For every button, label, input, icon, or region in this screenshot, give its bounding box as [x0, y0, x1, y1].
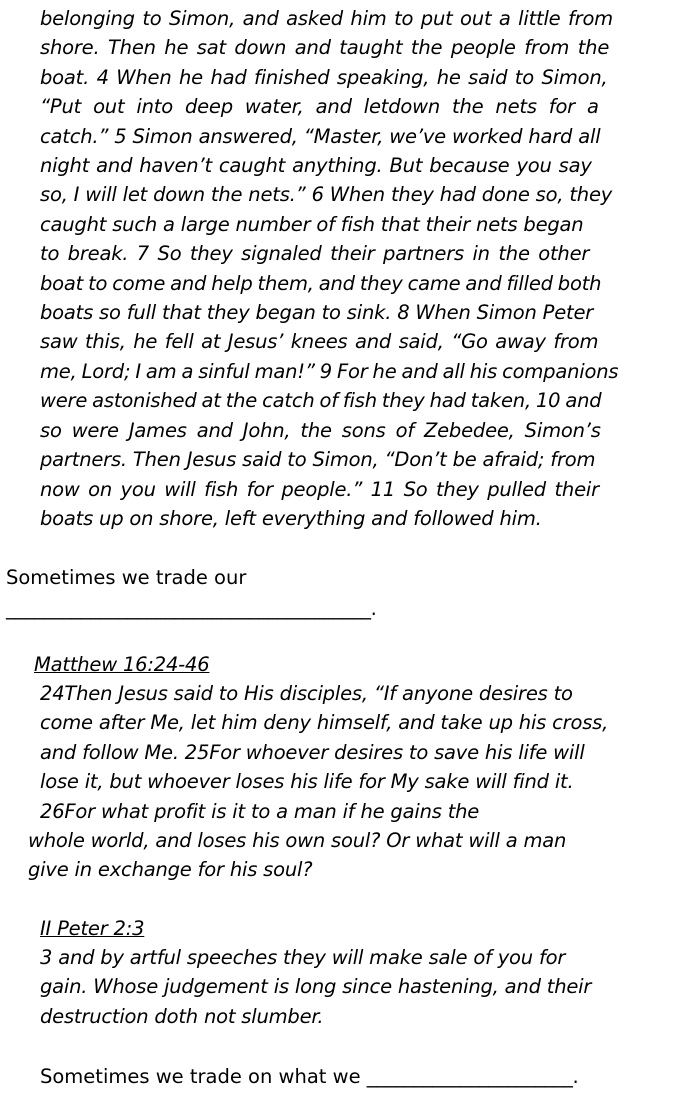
passage-line: belonging to Simon, and asked him to put out a little from [40, 7, 613, 30]
fill-in-prompt-text: Sometimes we trade on what we [40, 1065, 361, 1088]
passage-line: so were James and John, the sons of Zebedee, Simon’s [40, 418, 601, 442]
passage-line: boat to come and help them, and they came and filled both [40, 271, 602, 295]
passage-line: boats up on shore, left everything and followed him. [40, 506, 542, 530]
passage-line: caught such a large number of fish that their nets began [40, 212, 584, 236]
passage-line: partners. Then Jesus said to Simon, “Don’t be afraid; from [40, 448, 596, 472]
passage-line: gain. Whose judgement is long since hastening, and their [40, 975, 592, 999]
passage-line: were astonished at the catch of fish they had taken, 10 and [40, 389, 602, 413]
fill-in-blank[interactable]: _______________________________________. [6, 597, 377, 620]
passage-line: shore. Then he sat down and taught the people from the [40, 36, 610, 60]
passage-line: lose it, but whoever loses his life for My sake will find it. [40, 770, 574, 794]
passage-line: 24Then Jesus said to His disciples, “If anyone desires to [40, 682, 573, 705]
passage-line: boat. 4 When he had finished speaking, he said to Simon, [40, 65, 608, 89]
luke-passage [40, 4, 666, 533]
matthew-reference: Matthew 16:24-46 [34, 653, 210, 676]
passage-line: to break. 7 So they signaled their partners in the other [40, 242, 590, 266]
fill-in-blank-2[interactable]: ______________________. [366, 1065, 579, 1088]
passage-line: 3 and by artful speeches they will make sale of you for [40, 946, 566, 969]
passage-line: come after Me, let him deny himself, and take up his cross, [40, 711, 609, 735]
passage-line: so, I will let down the nets.” 6 When they had done so, they [40, 183, 613, 207]
peter-passage [40, 943, 660, 1031]
passage-line: and follow Me. 25For whoever desires to save his life will [40, 740, 585, 764]
passage-line: 26For what profit is it to a man if he gains the [40, 799, 480, 823]
passage-line: boats so full that they began to sink. 8 When Simon Peter [40, 301, 594, 325]
passage-line: catch.” 5 Simon answered, “Master, we’ve worked hard all [40, 124, 601, 148]
fill-in-prompt-2 [40, 1062, 578, 1091]
passage-line: whole world, and loses his own soul? Or what will a man [28, 829, 567, 853]
matthew-passage [28, 679, 668, 885]
passage-line: night and haven’t caught anything. But because you say [40, 154, 592, 178]
fill-in-prompt: Sometimes we trade our [6, 566, 247, 589]
passage-line: give in exchange for his soul? [28, 858, 313, 882]
passage-line: “Put out into deep water, and letdown the nets for a [40, 95, 599, 119]
peter-reference: II Peter 2:3 [40, 917, 145, 940]
passage-line: me, Lord; I am a sinful man!” 9 For he and all his companions [40, 359, 619, 383]
passage-line: destruction doth not slumber. [40, 1004, 324, 1028]
passage-line: now on you will fish for people.” 11 So they pulled their [40, 477, 599, 501]
passage-line: saw this, he fell at Jesus’ knees and said, “Go away from [40, 330, 599, 354]
